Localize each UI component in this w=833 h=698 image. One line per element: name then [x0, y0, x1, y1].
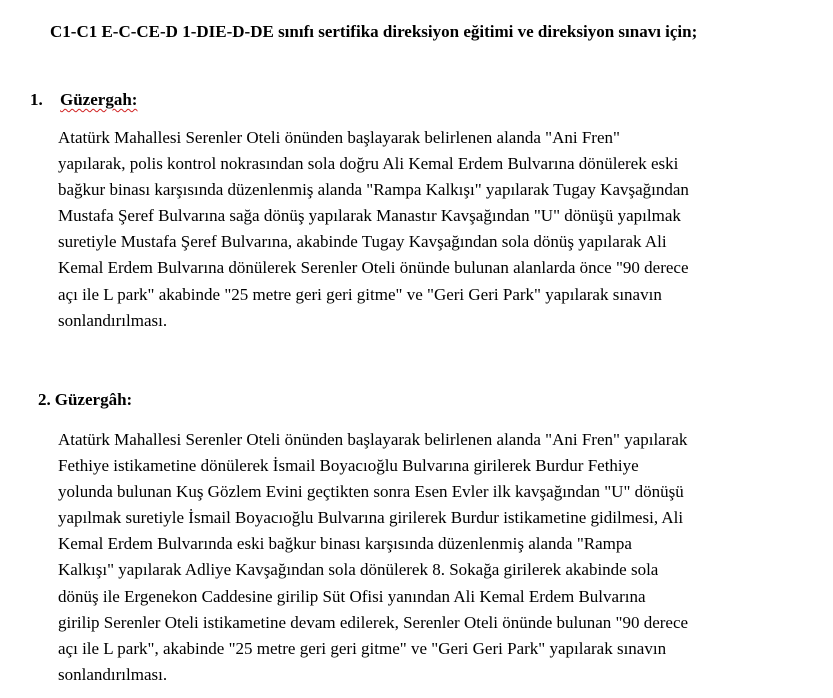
paragraph-line: yapılmak suretiyle İsmail Boyacıoğlu Bulvarına girilerek Burdur istikametine gidilmesi, Ali [58, 508, 684, 528]
section-1-heading [30, 88, 137, 112]
paragraph-line: Atatürk Mahallesi Serenler Oteli önünden başlayarak belirlenen alanda "Ani Fren" [58, 128, 620, 147]
section-2-number: 2. [38, 390, 51, 409]
section-2-title: Güzergâh: [54, 390, 133, 409]
paragraph-line: bağkur binası karşısında düzenlenmiş alanda "Rampa Kalkışı" yapılarak Tugay Kavşağından [58, 180, 689, 200]
paragraph-line: Atatürk Mahallesi Serenler Oteli önünden başlayarak belirlenen alanda "Ani Fren" yapılarak [58, 430, 688, 449]
paragraph-line: açı ile L park", akabinde "25 metre geri geri gitme" ve "Geri Geri Park" yapılarak sınavın [58, 638, 667, 658]
paragraph-line: Kemal Erdem Bulvarında eski bağkur binası karşısında düzenlenmiş alanda "Rampa [58, 534, 632, 554]
paragraph-line: açı ile L park" akabinde "25 metre geri geri gitme" ve "Geri Geri Park" yapılarak sınavın [58, 284, 662, 304]
section-1-paragraph [58, 125, 774, 334]
paragraph-line: suretiyle Mustafa Şeref Bulvarına, akabinde Tugay Kavşağından sola dönüş yapılarak Ali [58, 232, 667, 252]
paragraph-line: Kemal Erdem Bulvarına dönülerek Serenler Oteli önünde bulunan alanlarda önce "90 derece [58, 258, 689, 278]
paragraph-line: Kalkışı" yapılarak Adliye Kavşağından sola dönülerek 8. Sokağa girilerek akabinde sola [58, 560, 659, 580]
section-2-heading [38, 388, 132, 412]
paragraph-line: sonlandırılması. [58, 310, 168, 330]
paragraph-line: sonlandırılması. [58, 664, 168, 684]
section-1-title: Güzergah: [60, 90, 138, 109]
section-2-paragraph [58, 427, 774, 688]
paragraph-line: girilip Serenler Oteli istikametine devam edilerek, Serenler Oteli önünde bulunan "90 derece [58, 612, 689, 632]
paragraph-line: yolunda bulunan Kuş Gözlem Evini geçtikten sonra Esen Evler ilk kavşağından "U" dönüşü [58, 482, 684, 502]
paragraph-line: dönüş ile Ergenekon Caddesine girilip Süt Ofisi yanından Ali Kemal Erdem Bulvarına [58, 586, 646, 606]
section-1-number: 1. [30, 90, 43, 109]
paragraph-line: Mustafa Şeref Bulvarına sağa dönüş yapılarak Manastır Kavşağından "U" dönüşü yapılmak [58, 206, 681, 226]
document-title: C1-C1 E-C-CE-D 1-DIE-D-DE sınıfı sertifika direksiyon eğitimi ve direksiyon sınavı için; [50, 22, 698, 41]
paragraph-line: Fethiye istikametine dönülerek İsmail Boyacıoğlu Bulvarına girilerek Burdur Fethiye [58, 456, 639, 476]
paragraph-line: yapılarak, polis kontrol nokrasından sola doğru Ali Kemal Erdem Bulvarına dönülerek eski [58, 154, 679, 174]
